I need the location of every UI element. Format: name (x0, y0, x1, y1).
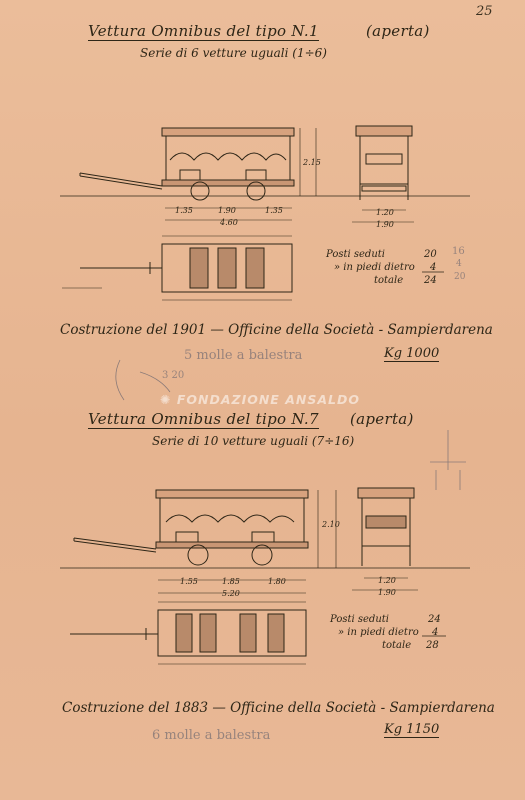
s1-pencil-standing: 4 (456, 259, 462, 269)
dim-2-height: 2.10 (322, 520, 340, 529)
end-elevation-2 (352, 488, 418, 590)
side-elevation-2 (60, 490, 470, 593)
dim-2-b: 1.85 (222, 577, 240, 586)
s1-standing-label: » in piedi dietro (334, 262, 415, 273)
dim-2-c: 1.80 (268, 577, 286, 586)
watermark-icon: ✺ (160, 392, 177, 407)
s1-standing-value: 4 (430, 262, 437, 273)
dim-1-a: 1.35 (175, 206, 193, 215)
s1-seated-value: 20 (424, 249, 437, 260)
s2-total-label: totale (382, 640, 412, 651)
dim-1-overall: 4.60 (220, 218, 238, 227)
section1-weight: Kg 1000 (384, 346, 440, 361)
section1-title-note: (aperta) (366, 22, 430, 40)
s1-pencil-total: 20 (454, 272, 466, 282)
watermark-text: FONDAZIONE ANSALDO (176, 392, 360, 407)
s1-pencil-seated: 16 (452, 246, 465, 257)
s2-seated-label: Posti seduti (330, 614, 389, 625)
dim-2-end-overall: 1.90 (378, 588, 396, 597)
section1-subtitle: Serie di 6 vetture uguali (1÷6) (140, 46, 327, 60)
dim-1-b: 1.90 (218, 206, 236, 215)
section2-footer: Costruzione del 1883 — Officine della Società - Sampierdarena (62, 700, 495, 716)
section2-weight: Kg 1150 (384, 722, 440, 737)
section1-footer: Costruzione del 1901 — Officine della Società - Sampierdarena (60, 322, 493, 338)
dim-1-end-width: 1.20 (376, 208, 394, 217)
s2-total-value: 28 (426, 640, 439, 651)
section2-pencil-note: 6 molle a balestra (152, 728, 271, 743)
section2-subtitle: Serie di 10 vetture uguali (7÷16) (152, 434, 355, 448)
dim-1-end-overall: 1.90 (376, 220, 394, 229)
section1-title: Vettura Omnibus del tipo N.1 (88, 22, 319, 40)
s2-standing-label: » in piedi dietro (338, 627, 419, 638)
s1-total-label: totale (374, 275, 404, 286)
dim-2-end-width: 1.20 (378, 576, 396, 585)
section2-title: Vettura Omnibus del tipo N.7 (88, 410, 319, 428)
section2-title-note: (aperta) (350, 410, 414, 428)
s2-standing-value: 4 (432, 627, 439, 638)
s1-total-value: 24 (424, 275, 437, 286)
s2-seated-value: 24 (428, 614, 441, 625)
pencil-top-note: 3 20 (162, 370, 185, 381)
dim-1-c: 1.35 (265, 206, 283, 215)
dim-2-a: 1.55 (180, 577, 198, 586)
watermark-logo (160, 392, 360, 407)
dim-1-height: 2.15 (303, 158, 321, 167)
s1-seated-label: Posti seduti (326, 249, 385, 260)
page-number: 25 (476, 4, 493, 19)
section1-pencil-note: 5 molle a balestra (184, 348, 303, 363)
dim-2-overall: 5.20 (222, 589, 240, 598)
